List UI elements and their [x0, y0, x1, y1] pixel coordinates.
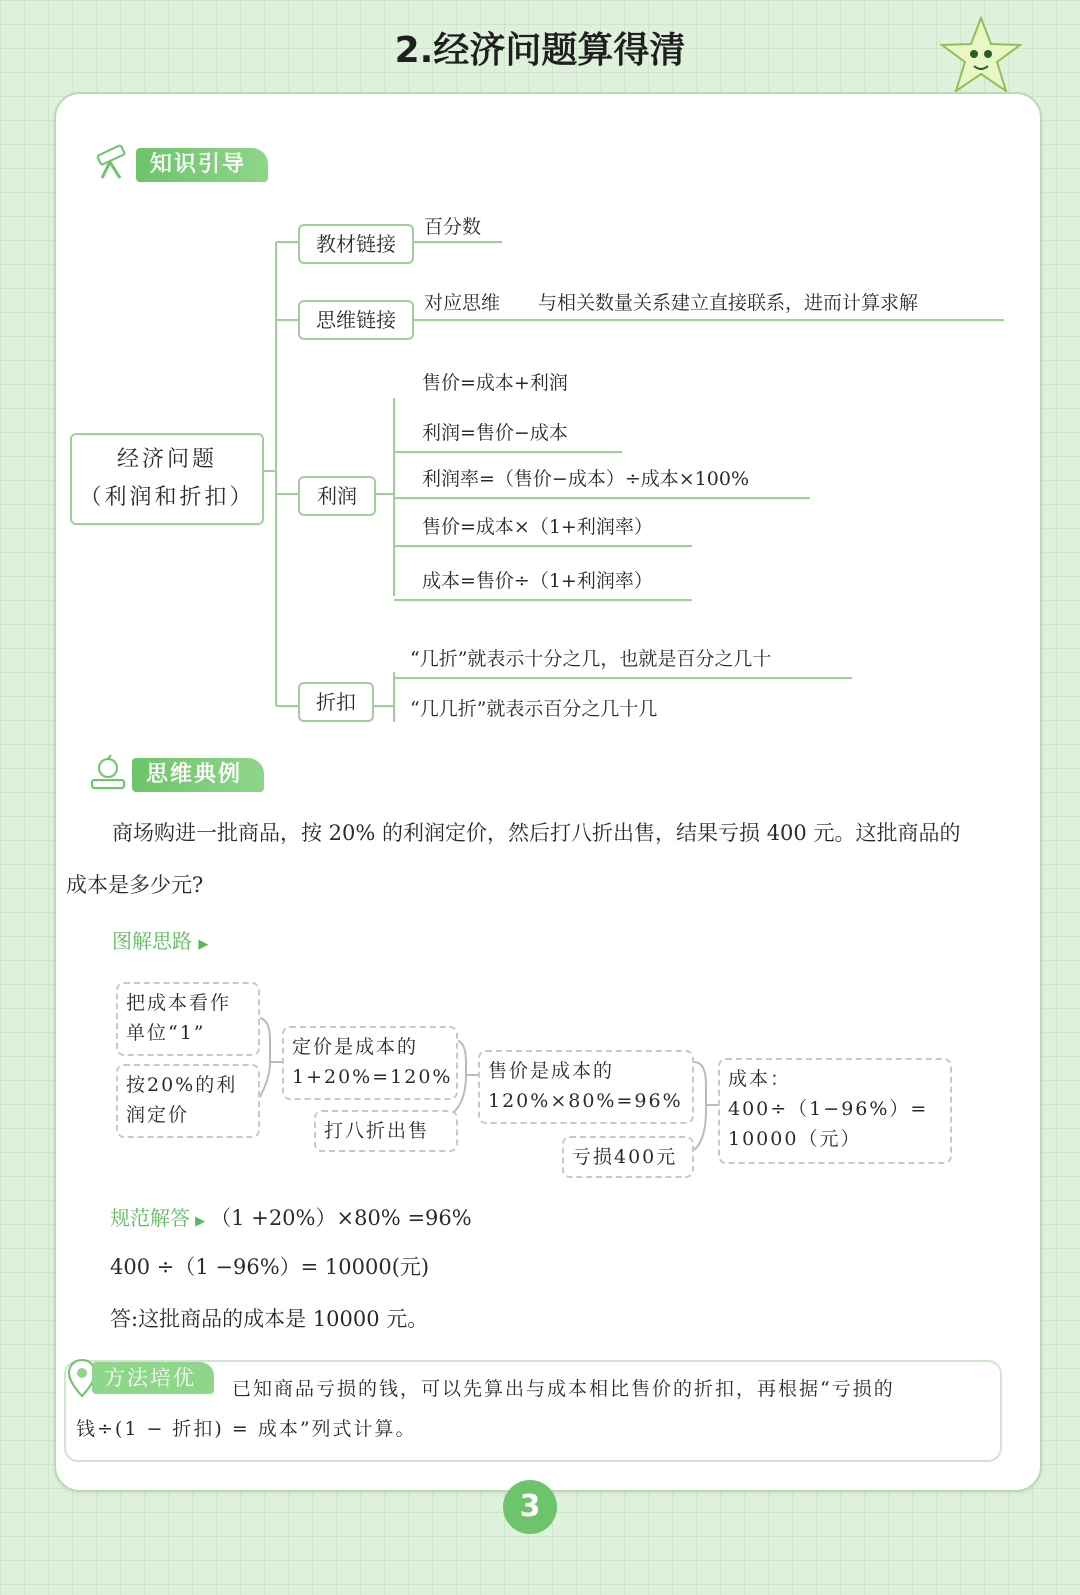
profit-item: 售价=成本+利润 — [422, 372, 568, 394]
discount-item: “几几折”就表示百分之几十几 — [410, 698, 658, 720]
branch-textbook: 教材链接 — [298, 224, 414, 264]
flow-text: 售价是成本的 — [488, 1060, 615, 1082]
answer-row — [110, 1202, 472, 1231]
method-line2: 钱÷(1 − 折扣) = 成本”列式计算。 — [76, 1418, 417, 1440]
diagram-label — [112, 925, 208, 954]
branch-discount: 折扣 — [298, 682, 374, 722]
flow-text: 润定价 — [126, 1104, 190, 1126]
flow-box-unit — [116, 982, 260, 1056]
flow-text: 把成本看作 — [126, 992, 232, 1014]
apple-book-icon — [88, 754, 128, 794]
page-number: 3 — [503, 1480, 557, 1534]
discount-item: “几折”就表示十分之几，也就是百分之几十 — [394, 644, 852, 679]
section-tag-example: 思维典例 — [132, 758, 264, 792]
flow-text: 1+20%=120% — [292, 1066, 453, 1088]
branch-thinking-detail: 与相关数量关系建立直接联系，进而计算求解 — [538, 292, 919, 314]
flow-box-loss: 亏损400元 — [562, 1136, 694, 1178]
flow-text: 400÷（1−96%）= — [728, 1098, 929, 1120]
page-title: 2.经济问题算得清 — [394, 30, 686, 71]
flow-text: 按20%的利 — [126, 1074, 238, 1096]
method-tag: 方法培优 — [92, 1362, 214, 1394]
flow-box-sale-price — [478, 1050, 694, 1124]
branch-thinking: 思维链接 — [298, 300, 414, 340]
answer-line3: 答:这批商品的成本是 10000 元。 — [110, 1307, 429, 1331]
flow-text: 120%×80%=96% — [488, 1090, 683, 1112]
flow-box-discount: 打八折出售 — [314, 1110, 458, 1152]
branch-textbook-text: 百分数 — [424, 216, 482, 238]
flow-box-list-price — [282, 1026, 458, 1100]
answer-line1: （1 +20%）×80% =96% — [210, 1206, 472, 1230]
branch-thinking-text: 对应思维 — [424, 292, 501, 314]
flow-text: 定价是成本的 — [292, 1036, 419, 1058]
answer-label: 规范解答 — [110, 1206, 190, 1230]
mindmap-root — [70, 433, 264, 525]
branch-profit: 利润 — [298, 476, 376, 516]
profit-item: 利润率=（售价−成本）÷成本×100% — [394, 464, 810, 499]
flow-text: 10000（元） — [728, 1128, 862, 1150]
section-tag-knowledge: 知识引导 — [136, 148, 268, 182]
mindmap-root-line1: 经济问题 — [116, 447, 217, 472]
profit-item: 利润=售价−成本 — [394, 418, 622, 453]
flow-box-markup — [116, 1064, 260, 1138]
method-line1: 已知商品亏损的钱，可以先算出与成本相比售价的折扣，再根据“亏损的 — [232, 1378, 895, 1400]
flow-box-cost — [718, 1058, 952, 1164]
triangle-right-icon: ▶ — [195, 1214, 206, 1229]
problem-text-line2: 成本是多少元? — [66, 873, 204, 897]
flow-text: 成本： — [728, 1068, 792, 1090]
flow-text: 单位“1” — [126, 1022, 206, 1044]
mindmap-root-line2: （利润和折扣） — [79, 485, 255, 510]
diagram-label-text: 图解思路 — [112, 929, 192, 953]
problem-text-line1: 商场购进一批商品，按 20% 的利润定价，然后打八折出售，结果亏损 400 元。这批商品的 — [112, 821, 961, 845]
answer-line2: 400 ÷（1 −96%）= 10000(元) — [110, 1255, 430, 1279]
profit-item: 售价=成本×（1+利润率） — [394, 512, 692, 547]
triangle-right-icon: ▶ — [198, 937, 209, 952]
profit-item: 成本=售价÷（1+利润率） — [394, 566, 692, 601]
